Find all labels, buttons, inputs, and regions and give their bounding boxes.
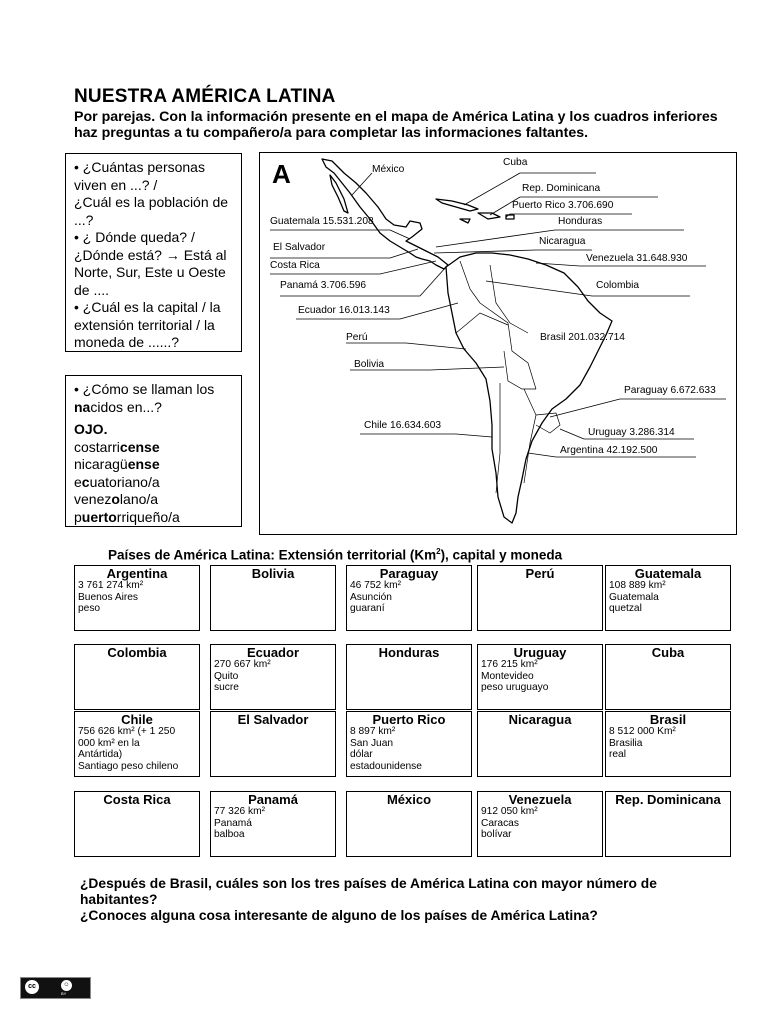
country-cell [210, 644, 336, 710]
country-info: 46 752 km² Asunción guaraní [350, 580, 401, 615]
label-bolivia: Bolivia [354, 359, 385, 370]
country-name: Cuba [651, 645, 685, 660]
country-info: 3 761 274 km² Buenos Aires peso [78, 580, 144, 615]
country-cell [605, 711, 731, 777]
country-name: Puerto Rico [372, 712, 446, 727]
country-name: México [386, 792, 432, 807]
label-nicaragua: Nicaragua [539, 236, 586, 247]
country-name: Guatemala [634, 566, 702, 581]
country-cell [605, 565, 731, 631]
question-line: ¿Cuál es la población de ...? [74, 194, 229, 228]
question-box-1 [65, 153, 242, 352]
label-costa-rica: Costa Rica [270, 260, 320, 271]
country-cell [346, 565, 472, 631]
country-info: 77 326 km² Panamá balboa [214, 806, 265, 841]
country-info: 176 215 km² Montevideo peso uruguayo [481, 659, 549, 694]
country-name: Perú [525, 566, 555, 581]
country-name: Nicaragua [508, 712, 572, 727]
country-cell [210, 711, 336, 777]
country-cell [477, 791, 603, 857]
label-rep-dominicana: Rep. Dominicana [522, 183, 601, 194]
demonym-nicaraguense: nicaragüense [74, 456, 160, 472]
label-paraguay: Paraguay 6.672.633 [624, 385, 716, 396]
map-letter: A [272, 159, 291, 189]
demonym-ecuatoriano: ecuatoriano/a [74, 473, 160, 490]
demonym-venezolano: venezolano/a [74, 491, 159, 507]
label-venezuela: Venezuela 31.648.930 [586, 253, 688, 264]
country-cell [74, 791, 200, 857]
label-uruguay: Uruguay 3.286.314 [588, 427, 675, 438]
ojo-label: OJO. [74, 421, 108, 437]
label-cuba: Cuba [503, 157, 528, 168]
label-ecuador: Ecuador 16.013.143 [298, 305, 390, 316]
country-info: 108 889 km² Guatemala quetzal [609, 580, 666, 615]
country-info: 756 626 km² (+ 1 250 000 km² en la Antártida) Santiago peso chileno [78, 726, 179, 772]
country-cell [346, 711, 472, 777]
cc-icon: cc [25, 980, 39, 994]
country-info: 8 512 000 Km² Brasilia real [609, 726, 676, 761]
country-name: Paraguay [379, 566, 439, 581]
table-title: Países de América Latina: Extensión territorial (Km$^2$), capital y moneda [108, 547, 563, 563]
question-interesting: ¿Conoces alguna cosa interesante de alguno de los países de América Latina? [80, 908, 598, 923]
question-box-2 [65, 375, 242, 527]
label-argentina: Argentina 42.192.500 [560, 445, 658, 456]
country-info: 8 897 km² San Juan dólar estadounidense [350, 726, 422, 772]
country-name: Ecuador [246, 645, 299, 660]
country-cell [346, 791, 472, 857]
country-name: El Salvador [237, 712, 309, 727]
country-cell [605, 791, 731, 857]
question-line: • ¿Cuál es la capital / la extensión territorial / la moneda de ......? [74, 299, 221, 350]
label-mexico: México [372, 164, 405, 175]
question-line: • ¿ Dónde queda? / ¿Dónde está? → Está al Norte, Sur, Este u Oeste de .... [74, 229, 227, 298]
cc-by-license-badge [20, 977, 91, 999]
instructions: Por parejas. Con la información presente en el mapa de América Latina y los cuadros inferiores haz preguntas a tu compañero/a para completar las informaciones faltantes. [74, 109, 718, 141]
demonym-costarricense: costarricense [74, 438, 160, 455]
country-name: Panamá [248, 792, 298, 807]
question-line: • ¿Cuántas personas viven en ...? / [74, 159, 205, 193]
country-info: 270 667 km² Quito sucre [214, 659, 271, 694]
country-cell [605, 644, 731, 710]
label-panama: Panamá 3.706.596 [280, 280, 367, 291]
country-name: Brasil [649, 712, 687, 727]
country-cell [210, 565, 336, 631]
country-cell [346, 644, 472, 710]
map-drawing [260, 153, 736, 534]
label-el-salvador: El Salvador [273, 242, 326, 253]
country-cell [477, 644, 603, 710]
country-name: Chile [121, 712, 153, 727]
country-name: Venezuela [508, 792, 572, 807]
country-name: Uruguay [513, 645, 567, 660]
country-info: 912 050 km² Caracas bolívar [481, 806, 538, 841]
country-name: Argentina [106, 566, 168, 581]
label-guatemala: Guatemala 15.531.208 [270, 216, 374, 227]
label-honduras: Honduras [558, 216, 603, 227]
country-name: Rep. Dominicana [615, 792, 721, 807]
latin-america-map [259, 152, 737, 535]
country-name: Colombia [107, 645, 167, 660]
country-cell [74, 644, 200, 710]
attribution-icon: ☺ [61, 980, 72, 991]
closing-questions [80, 876, 720, 924]
country-cell [477, 565, 603, 631]
country-name: Bolivia [251, 566, 295, 581]
license-by-text: BY [61, 991, 67, 996]
label-peru: Perú [346, 332, 368, 343]
country-cell [74, 711, 200, 777]
country-name: Honduras [378, 645, 440, 660]
country-cell [74, 565, 200, 631]
label-chile: Chile 16.634.603 [364, 420, 442, 431]
label-colombia: Colombia [596, 280, 640, 291]
question-population: ¿Después de Brasil, cuáles son los tres países de América Latina con mayor número de habitantes? [80, 876, 657, 907]
label-puerto-rico: Puerto Rico 3.706.690 [512, 200, 614, 211]
demonym-question: • ¿Cómo se llaman los nacidos en...? [74, 381, 215, 415]
country-cell [210, 791, 336, 857]
label-brasil: Brasil 201.032.714 [540, 332, 625, 343]
page-title: NUESTRA AMÉRICA LATINA [74, 86, 336, 107]
demonym-puertorriqueno: puertorriqueño/a [74, 508, 180, 525]
country-cell [477, 711, 603, 777]
country-name: Costa Rica [103, 792, 171, 807]
